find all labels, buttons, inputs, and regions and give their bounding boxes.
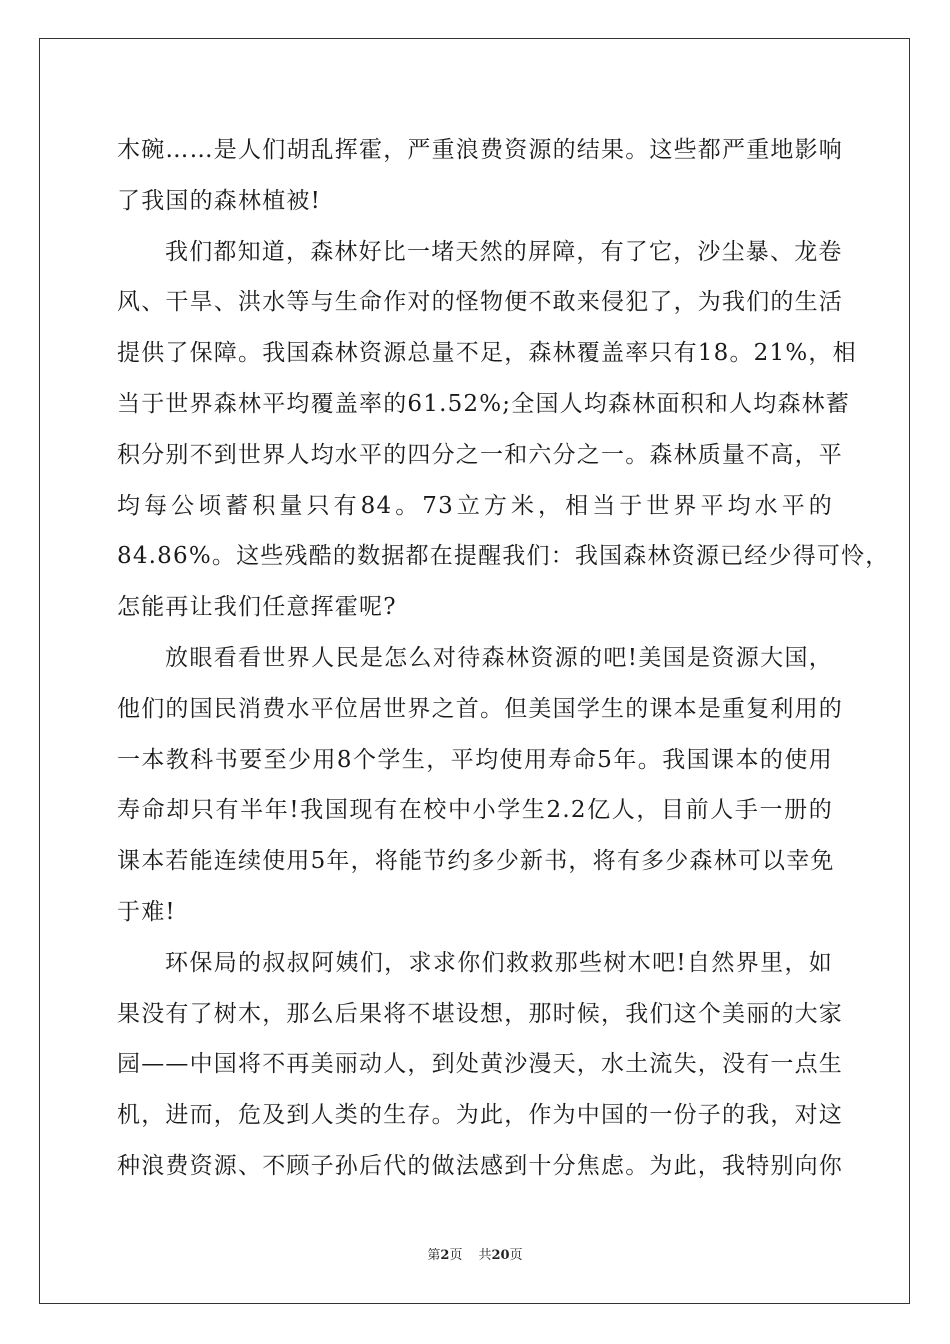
text-line: 一本教科书要至少用8个学生，平均使用寿命5年。我国课本的使用: [117, 746, 833, 773]
text-line: 课本若能连续使用5年，将能节约多少新书，将有多少森林可以幸免: [117, 848, 835, 875]
page-label-prefix: 第: [427, 1248, 441, 1263]
text-line: 提供了保障。我国森林资源总量不足，森林覆盖率只有18。21%，相: [117, 340, 857, 367]
total-label-suffix: 页: [509, 1248, 523, 1263]
paragraph-3: [117, 633, 843, 938]
text-line: 机，进而，危及到人类的生存。为此，作为中国的一份子的我，对这: [117, 1102, 843, 1129]
text-line: 果没有了树木，那么后果将不堪设想，那时候，我们这个美丽的大家: [117, 1000, 843, 1027]
text-line: 我们都知道，森林好比一堵天然的屏障，有了它，沙尘暴、龙卷: [165, 238, 843, 265]
text-line: 种浪费资源、不顾子孙后代的做法感到十分焦虑。为此，我特别向你: [117, 1152, 843, 1179]
page-label-suffix: 页: [449, 1248, 463, 1263]
text-line: 环保局的叔叔阿姨们，求求你们救救那些树木吧!自然界里，如: [165, 949, 833, 976]
text-line: 了我国的森林植被!: [117, 187, 322, 214]
text-line: 均每公顷蓄积量只有84。73立方米，相当于世界平均水平的: [117, 492, 833, 519]
text-line: 寿命却只有半年!我国现有在校中小学生2.2亿人，目前人手一册的: [117, 797, 833, 824]
current-page-number: 2: [440, 1248, 450, 1263]
text-line: 他们的国民消费水平位居世界之首。但美国学生的课本是重复利用的: [117, 695, 843, 722]
paragraph-2: [117, 227, 890, 633]
total-page-count: 20: [491, 1248, 510, 1263]
paragraph-1: [117, 125, 843, 227]
text-line: 积分别不到世界人均水平的四分之一和六分之一。森林质量不高，平: [117, 441, 843, 468]
text-line: 怎能再让我们任意挥霍呢?: [117, 594, 397, 621]
total-label-prefix: 共: [478, 1248, 492, 1263]
page-footer: [0, 1246, 950, 1266]
text-line: 放眼看看世界人民是怎么对待森林资源的吧!美国是资源大国，: [165, 644, 833, 671]
text-line: 园——中国将不再美丽动人，到处黄沙漫天，水土流失，没有一点生: [117, 1051, 843, 1078]
text-line: 于难!: [117, 898, 176, 925]
document-body: [117, 125, 890, 1192]
text-line: 当于世界森林平均覆盖率的61.52%;全国人均森林面积和人均森林蓄: [117, 390, 851, 417]
text-line: 84.86%。这些残酷的数据都在提醒我们：我国森林资源已经少得可怜，: [117, 543, 890, 570]
paragraph-4: [117, 938, 843, 1192]
text-line: 风、干旱、洪水等与生命作对的怪物便不敢来侵犯了，为我们的生活: [117, 289, 843, 316]
text-line: 木碗……是人们胡乱挥霍，严重浪费资源的结果。这些都严重地影响: [117, 137, 843, 163]
